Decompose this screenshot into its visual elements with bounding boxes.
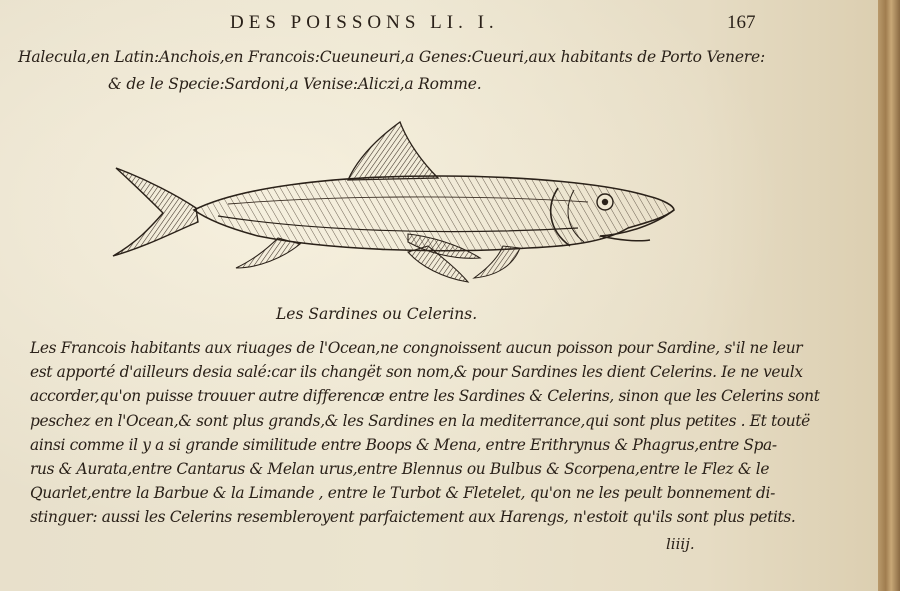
fish-dorsal-fin bbox=[348, 122, 438, 180]
figure-caption: Les Sardines ou Celerins. bbox=[276, 305, 478, 323]
heading-line-2: & de le Specie:Sardoni,a Venise:Aliczi,a Romme. bbox=[108, 75, 482, 93]
body-line-4: peschez en l'Ocean,& sont plus grands,& les Sardines en la mediterrance,qui sont plus petites . Et toutë bbox=[30, 411, 810, 430]
signature-mark: liiij. bbox=[666, 535, 695, 553]
running-head: DES POISSONS LI. I. bbox=[230, 12, 499, 33]
body-line-8: stinguer: aussi les Celerins resembleroyent parfaictement aux Harengs, n'estoit qu'ils sont plus petits. bbox=[30, 508, 796, 527]
body-paragraph bbox=[30, 336, 820, 530]
book-binding-edge bbox=[878, 0, 900, 591]
body-line-1: Les Francois habitants aux riuages de l'Ocean,ne congnoissent aucun poisson pour Sardine, s'il ne leur bbox=[30, 339, 803, 357]
page-number: 167 bbox=[727, 12, 756, 33]
body-line-3: accorder,qu'on puisse trouuer autre differencæ entre les Sardines & Celerins, sinon que les Celerins sont bbox=[30, 387, 820, 406]
body-line-5: ainsi comme il y a si grande similitude entre Boops & Mena, entre Erithrynus & Phagrus,entre Spa- bbox=[30, 435, 777, 454]
heading-line-1: Halecula,en Latin:Anchois,en Francois:Cueuneuri,a Genes:Cueuri,aux habitants de Porto Venere: bbox=[18, 48, 766, 66]
fish-tail bbox=[113, 168, 198, 256]
body-line-7: Quarlet,entre la Barbue & la Limande , entre le Turbot & Fletelet, qu'on ne les peult bonnement di- bbox=[30, 484, 775, 503]
fish-illustration bbox=[108, 118, 678, 288]
body-line-6: rus & Aurata,entre Cantarus & Melan urus,entre Blennus ou Bulbus & Scorpena,entre le Flez & le bbox=[30, 459, 770, 478]
body-line-2: est apporté d'ailleurs desia salé:car ils changët son nom,& pour Sardines les dient Celerins. Ie ne veulx bbox=[30, 363, 803, 382]
fish-anal-fin bbox=[236, 238, 300, 268]
